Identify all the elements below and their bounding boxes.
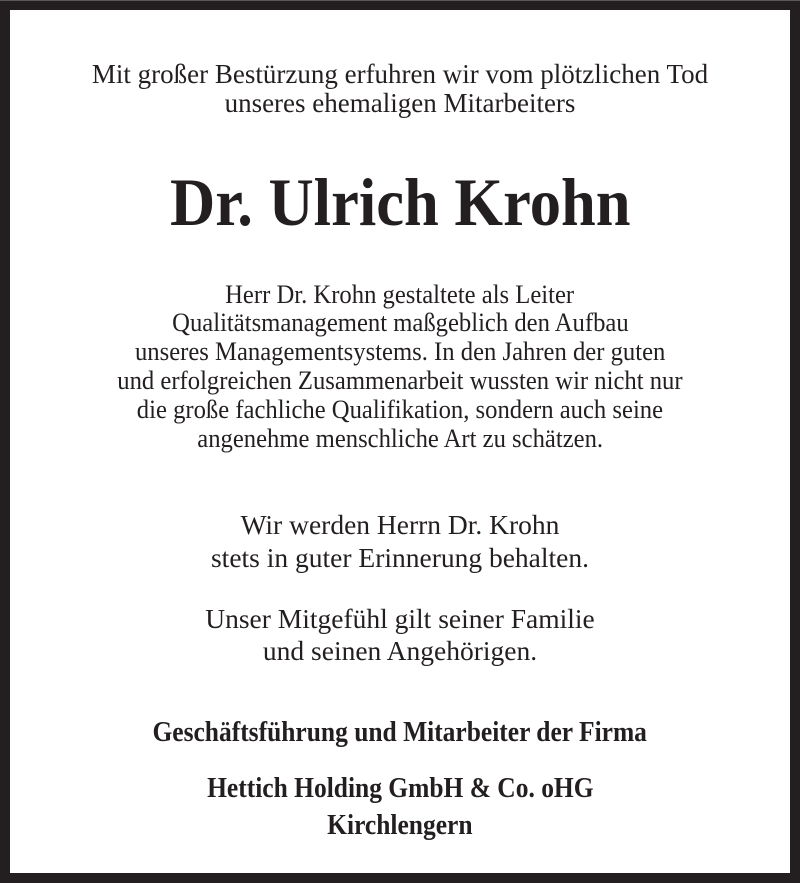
remembrance-line-1 [0, 511, 800, 539]
body-line-3 [0, 338, 800, 365]
body-text: Qualitätsmanagement maßgeblich den Aufbau [171, 307, 629, 337]
condolence-text: und seinen Angehörigen. [262, 635, 538, 666]
intro-text: unseres ehemaligen Mitarbeiters [224, 88, 576, 118]
company-name [0, 775, 800, 803]
signature-line [0, 719, 800, 747]
deceased-name [0, 164, 800, 240]
company-name-text: Hettich Holding GmbH & Co. oHG [206, 773, 594, 804]
deceased-name-text: Dr. Ulrich Krohn [169, 164, 631, 240]
intro-line-2 [0, 90, 800, 117]
remembrance-text: stets in guter Erinnerung behalten. [210, 542, 590, 573]
remembrance-text: Wir werden Herrn Dr. Krohn [240, 509, 560, 540]
remembrance-line-2 [0, 544, 800, 572]
body-text: und erfolgreichen Zusammenarbeit wussten wir nicht nur [117, 365, 683, 395]
body-line-2 [0, 309, 800, 336]
body-text: die große fachliche Qualifikation, sondern auch seine [136, 394, 664, 424]
body-line-5 [0, 396, 800, 423]
intro-text: Mit großer Bestürzung erfuhren wir vom plötzlichen Tod [91, 59, 709, 89]
signature-text: Geschäftsführung und Mitarbeiter der Firma [152, 717, 648, 748]
condolence-text: Unser Mitgefühl gilt seiner Familie [205, 603, 595, 634]
intro-line-1 [0, 61, 800, 88]
body-text: Herr Dr. Krohn gestaltete als Leiter [225, 279, 575, 309]
company-location-text: Kirchlengern [327, 810, 473, 841]
condolence-line-1 [0, 605, 800, 633]
condolence-line-2 [0, 637, 800, 665]
company-location [0, 812, 800, 840]
body-line-1 [0, 281, 800, 308]
body-line-4 [0, 367, 800, 394]
body-line-6 [0, 425, 800, 452]
body-text: angenehme menschliche Art zu schätzen. [197, 423, 603, 453]
body-text: unseres Managementsystems. In den Jahren der guten [134, 336, 666, 366]
